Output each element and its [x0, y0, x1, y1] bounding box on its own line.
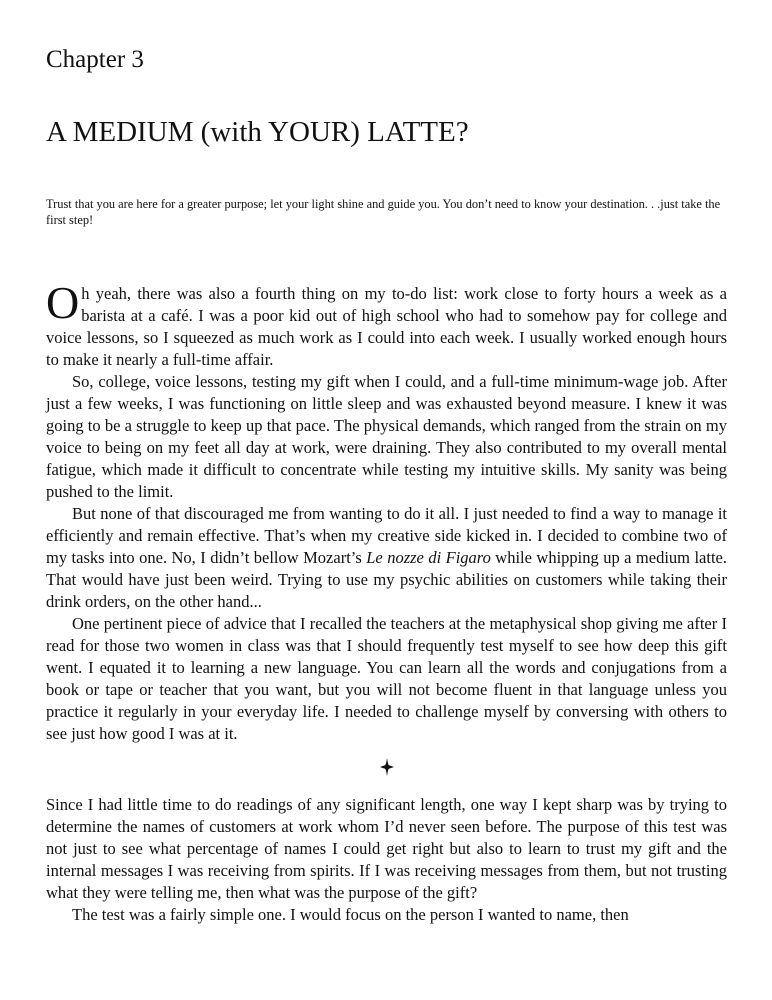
epigraph: Trust that you are here for a greater purpose; let your light shine and guide you. You don’t need to know your destination. . .just take the first step! — [46, 197, 721, 227]
paragraph-4: One pertinent piece of advice that I recalled the teachers at the metaphysical shop giving me after I read for those two women in class was that I should frequently test myself to see how deep this gift went. I equated it to learning a new language. You can learn all the words and conjugations from a book or tape or teacher that you want, but you will not become fluent in that language unless you practice it regularly in your everyday life. I needed to challenge myself by conversing with others to see just how good I was at it. — [46, 614, 727, 743]
paragraph-6: The test was a fairly simple one. I would focus on the person I wanted to name, then — [72, 905, 629, 924]
opera-title: Le nozze di Figaro — [366, 548, 491, 567]
drop-cap: O — [46, 277, 80, 328]
paragraph-5: Since I had little time to do readings of any significant length, one way I kept sharp was by trying to determine the names of customers at work whom I’d never seen before. The purpose of this test was not just to see what percentage of names I could get right but also to learn to trust my gift and the internal messages I was receiving from spirits. If I was receiving messages from them, but not trusting what they were telling me, then what was the purpose of the gift? — [46, 795, 727, 902]
star-ornament-icon — [380, 758, 394, 776]
section-separator — [46, 754, 727, 778]
paragraph-3-text-start: But none of that discouraged me from wanting to do it all. I just needed to find a way to manage it efficiently and remain effective. That’s when my creative side kicked in. I decided to combine two of my tasks into one. No, I didn’t bellow Mozart’s — [46, 504, 727, 567]
paragraph-1 — [46, 277, 727, 371]
paragraph-1-text: h yeah, there was also a fourth thing on my to-do list: work close to forty hours a week as a barista at a café. I was a poor kid out of high school who had to somehow pay for college and voice lessons, so I squeezed as much work as I could into each week. I usually worked enough hours to make it nearly a full-time affair. — [46, 284, 727, 369]
body-section-2 — [46, 794, 727, 926]
paragraph-3-text-end: while whipping up a medium latte. That would have just been weird. Trying to use my psychic abilities on customers while taking their drink orders, on the other hand... — [46, 548, 727, 611]
body-section-1 — [46, 277, 727, 745]
chapter-label: Chapter 3 — [46, 46, 144, 73]
paragraph-3 — [46, 503, 727, 613]
paragraph-2: So, college, voice lessons, testing my gift when I could, and a full-time minimum-wage job. After just a few weeks, I was functioning on little sleep and was exhausted beyond measure. I knew it was going to be a struggle to keep up that pace. The physical demands, which ranged from the strain on my voice to being on my feet all day at work, were draining. They also contributed to my overall mental fatigue, which made it difficult to concentrate while testing my intuitive skills. My sanity was being pushed to the limit. — [46, 372, 727, 501]
chapter-title: A MEDIUM (with YOUR) LATTE? — [46, 116, 469, 148]
